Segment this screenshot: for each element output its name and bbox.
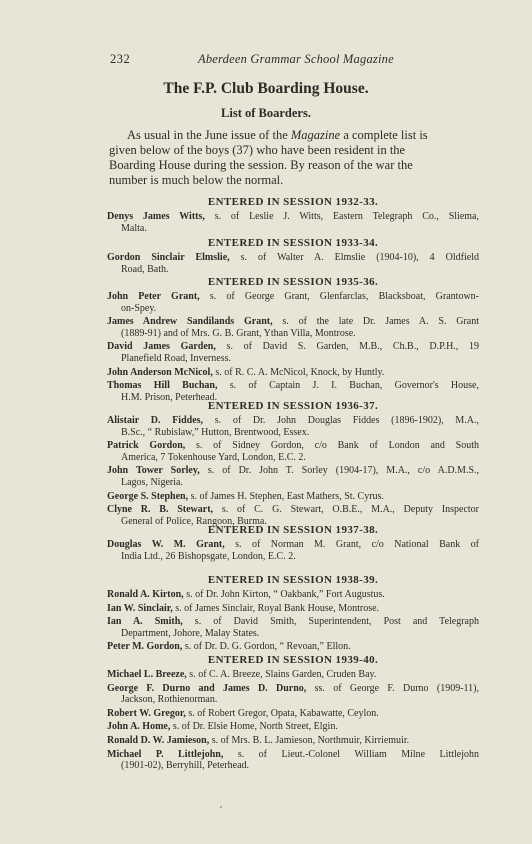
boarder-name: Alistair D. Fiddes, xyxy=(107,415,204,426)
entry-first-line xyxy=(107,721,479,733)
boarder-name: Robert W. Gregor, xyxy=(107,707,186,719)
session-heading: ENTERED IN SESSION 1933-34. xyxy=(207,237,379,249)
parent-details: s. of Dr. Elsie Home, North Street, Elgin. xyxy=(170,721,338,733)
boarder-entry xyxy=(107,683,479,706)
session-heading: ENTERED IN SESSION 1932-33. xyxy=(207,196,379,208)
page-speck xyxy=(220,806,222,808)
session-section xyxy=(107,274,479,405)
entry-first-line xyxy=(107,341,479,353)
parent-details: s. of Leslie J. Witts, Eastern Telegraph Co., Sliema, xyxy=(204,211,479,222)
entry-continuation: Road, Bath. xyxy=(121,263,169,275)
entry-first-line xyxy=(107,683,479,695)
parent-details: s. of Norman M. Grant, c/o National Bank of xyxy=(224,539,479,550)
entry-first-line xyxy=(107,440,479,452)
session-section xyxy=(107,235,479,277)
entry-first-line xyxy=(107,589,479,601)
boarder-name: Ian W. Sinclair, xyxy=(107,602,173,614)
entry-first-line xyxy=(107,504,479,516)
boarder-entry xyxy=(107,708,479,720)
parent-details: s. of David S. Garden, M.B., Ch.B., D.P.H., 19 xyxy=(215,341,479,353)
session-section xyxy=(107,194,479,236)
boarder-name: Thomas Hill Buchan, xyxy=(107,380,218,392)
entry-first-line xyxy=(107,211,479,223)
boarder-entry xyxy=(107,616,479,639)
entry-first-line xyxy=(107,616,479,628)
boarder-entry xyxy=(107,735,479,747)
parent-details: s. of James H. Stephen, East Mathers, St. Cyrus. xyxy=(188,490,384,502)
entry-first-line xyxy=(107,465,479,477)
entry-continuation: America, 7 Tokenhouse Yard, London, E.C. 2. xyxy=(121,451,306,463)
session-heading: ENTERED IN SESSION 1939-40. xyxy=(207,654,379,666)
session-section xyxy=(107,522,479,564)
boarder-entry xyxy=(107,440,479,463)
entry-first-line xyxy=(107,603,479,615)
boarder-name: Douglas W. M. Grant, xyxy=(107,539,225,550)
boarder-name: John Anderson McNicol, xyxy=(107,366,213,378)
entry-continuation: India Ltd., 26 Bishopsgate, London, E.C. 2. xyxy=(121,550,296,562)
entry-first-line xyxy=(107,316,479,328)
intro-line: As usual in the June issue of the Magazine a complete list is xyxy=(127,128,428,142)
boarder-name: George F. Durno and James D. Durno, xyxy=(107,682,307,694)
page-number: 232 xyxy=(110,52,131,66)
entry-continuation: H.M. Prison, Peterhead. xyxy=(121,391,218,403)
entry-first-line xyxy=(107,749,479,761)
intro-line: number is much below the normal. xyxy=(109,173,284,187)
boarder-name: Clyne R. B. Stewart, xyxy=(107,504,214,516)
parent-details: s. of C. G. Stewart, O.B.E., M.A., Deputy Inspector xyxy=(213,504,480,516)
boarder-entry xyxy=(107,749,479,772)
boarder-entry xyxy=(107,252,479,275)
parent-details: s. of C. A. Breeze, Slains Garden, Cruden Bay. xyxy=(186,669,377,680)
boarder-entry xyxy=(107,316,479,339)
entry-first-line xyxy=(107,669,479,681)
entry-continuation: Malta. xyxy=(121,222,147,234)
entry-continuation: Planefield Road, Inverness. xyxy=(121,352,231,364)
parent-details: s. of Dr. John Douglas Fiddes (1896-1902), M.A., xyxy=(203,415,480,426)
entry-first-line xyxy=(107,491,479,503)
boarder-name: Patrick Gordon, xyxy=(107,440,186,452)
session-heading: ENTERED IN SESSION 1938-39. xyxy=(207,574,379,586)
running-head xyxy=(110,52,480,70)
boarder-entry xyxy=(107,211,479,234)
parent-details: ss. of George F. Durno (1909-11), xyxy=(306,682,479,694)
boarder-name: Gordon Sinclair Elmslie, xyxy=(107,252,230,263)
boarder-name: John A. Home, xyxy=(107,721,171,733)
parent-details: s. of R. C. A. McNicol, Knock, by Huntly. xyxy=(212,366,385,378)
boarder-entry xyxy=(107,589,479,601)
entry-first-line xyxy=(107,735,479,747)
boarder-name: George S. Stephen, xyxy=(107,490,189,502)
session-heading: ENTERED IN SESSION 1935-36. xyxy=(207,276,379,288)
boarder-entry xyxy=(107,491,479,503)
intro-line: Boarding House during the session. By reason of the war the xyxy=(109,158,413,172)
boarder-entry xyxy=(107,721,479,733)
intro-paragraph xyxy=(109,128,481,188)
entry-first-line xyxy=(107,539,479,551)
session-heading: ENTERED IN SESSION 1936-37. xyxy=(207,400,379,412)
entry-continuation: (1901-02), Berryhill, Peterhead. xyxy=(121,760,250,772)
boarder-name: Peter M. Gordon, xyxy=(107,641,183,653)
boarder-entry xyxy=(107,291,479,314)
journal-title: Aberdeen Grammar School Magazine xyxy=(198,52,394,66)
boarder-entry xyxy=(107,367,479,379)
boarder-entry xyxy=(107,669,479,681)
intro-line: given below of the boys (37) who have been resident in the xyxy=(109,143,406,157)
parent-details: s. of Dr. John T. Sorley (1904-17), M.A., c/o A.D.M.S., xyxy=(199,465,480,477)
entry-continuation: on-Spey. xyxy=(121,302,157,314)
boarder-name: Michael L. Breeze, xyxy=(107,669,187,680)
session-section xyxy=(107,398,479,529)
entry-continuation: Lagos, Nigeria. xyxy=(121,476,183,488)
parent-details: s. of Dr. D. G. Gordon, “ Revoan,” Ellon. xyxy=(182,641,351,653)
parent-details: s. of Robert Gregor, Opata, Kabawatte, Ceylon. xyxy=(185,707,379,719)
entry-first-line xyxy=(107,252,479,264)
boarder-name: David James Garden, xyxy=(107,341,216,353)
parent-details: s. of Dr. John Kirton, “ Oakbank,” Fort Augustus. xyxy=(183,589,385,600)
boarder-name: Denys James Witts, xyxy=(107,211,205,222)
parent-details: s. of Sidney Gordon, c/o Bank of London and South xyxy=(185,440,480,452)
entry-continuation: Jackson, Rothienorman. xyxy=(121,694,218,706)
boarder-entry xyxy=(107,603,479,615)
boarder-name: Ronald A. Kirton, xyxy=(107,589,184,600)
boarder-name: Ronald D. W. Jamieson, xyxy=(107,734,210,746)
boarder-name: Michael P. Littlejohn, xyxy=(107,748,224,760)
parent-details: s. of Walter A. Elmslie (1904-10), 4 Oldfield xyxy=(229,252,479,263)
entry-continuation: General of Police, Rangoon, Burma. xyxy=(121,515,267,527)
parent-details: s. of James Sinclair, Royal Bank House, Montrose. xyxy=(172,602,380,614)
entry-continuation: Department, Johore, Malay States. xyxy=(121,627,260,639)
session-section xyxy=(107,652,479,774)
entry-continuation: (1889-91) and of Mrs. G. B. Grant, Ythan Villa, Montrose. xyxy=(121,327,356,339)
boarder-entry xyxy=(107,465,479,488)
article-subtitle: List of Boarders. xyxy=(221,106,311,120)
article-title: The F.P. Club Boarding House. xyxy=(163,80,369,97)
parent-details: s. of George Grant, Glenfarclas, Blacksboat, Grantown- xyxy=(199,291,479,302)
entry-first-line xyxy=(107,708,479,720)
boarder-name: John Tower Sorley, xyxy=(107,465,200,477)
boarder-name: James Andrew Sandilands Grant, xyxy=(107,316,273,328)
boarder-entry xyxy=(107,539,479,562)
entry-first-line xyxy=(107,291,479,303)
boarder-name: Ian A. Smith, xyxy=(107,616,183,628)
boarder-entry xyxy=(107,415,479,438)
entry-first-line xyxy=(107,415,479,427)
entry-first-line xyxy=(107,380,479,392)
parent-details: s. of David Smith, Superintendent, Post and Telegraph xyxy=(182,616,479,628)
boarder-name: John Peter Grant, xyxy=(107,291,200,302)
session-heading: ENTERED IN SESSION 1937-38. xyxy=(207,524,379,536)
entry-first-line xyxy=(107,367,479,379)
parent-details: s. of Lieut.-Colonel William Milne Littlejohn xyxy=(223,748,479,760)
session-section xyxy=(107,572,479,655)
entry-continuation: B.Sc., “ Rubislaw,” Hutton, Brentwood, Essex. xyxy=(121,426,310,438)
boarder-entry xyxy=(107,341,479,364)
parent-details: s. of Mrs. B. L. Jamieson, Northmuir, Kirriemuir. xyxy=(209,734,410,746)
parent-details: s. of the late Dr. James A. S. Grant xyxy=(272,316,479,328)
parent-details: s. of Captain J. I. Buchan, Governor's House, xyxy=(217,380,479,392)
